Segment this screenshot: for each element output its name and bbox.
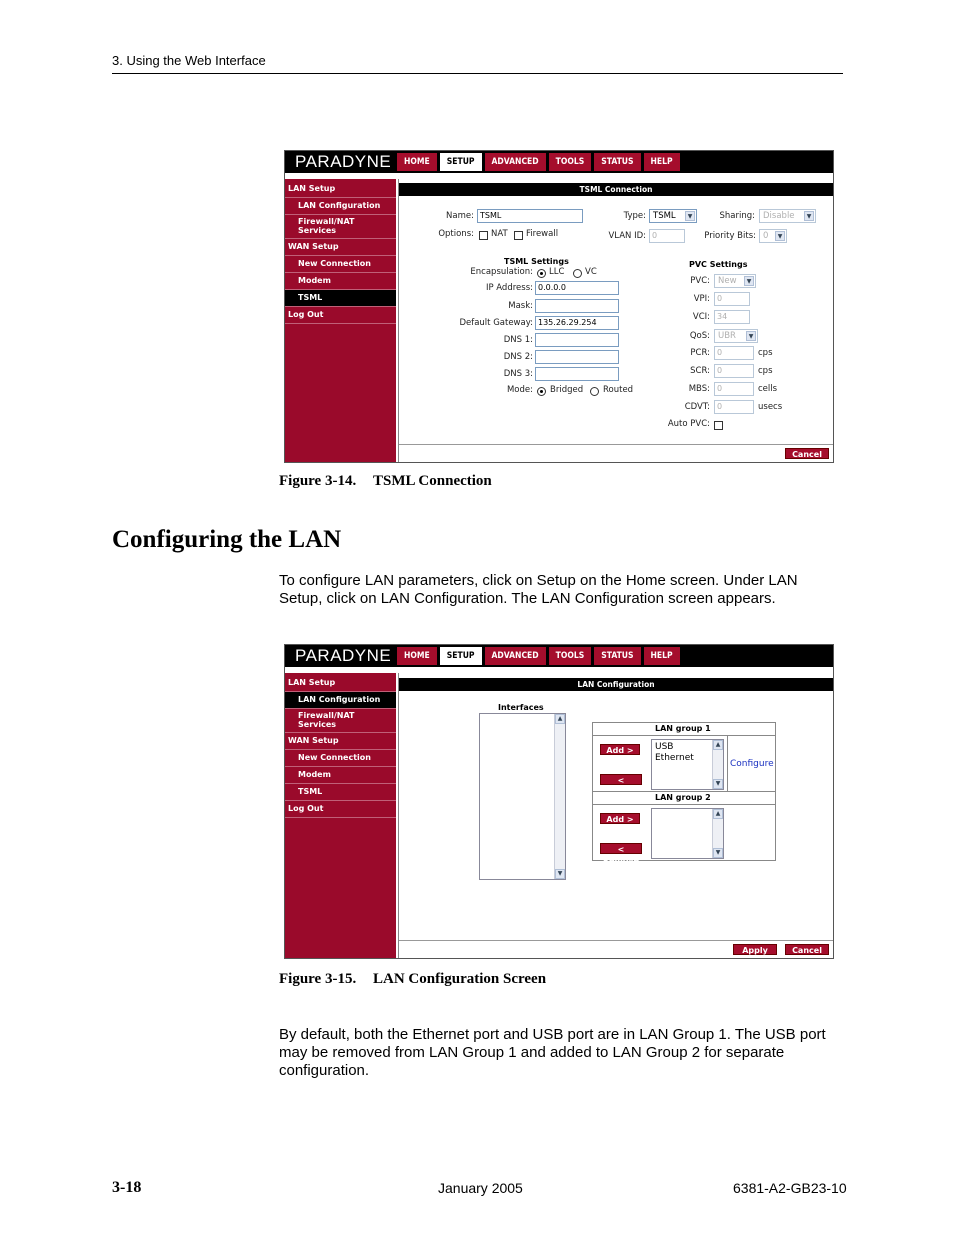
- divider: [593, 735, 775, 736]
- pcr-input[interactable]: 0: [714, 346, 754, 360]
- default-gateway-label: Default Gateway:: [459, 318, 533, 328]
- sharing-value: Disable: [763, 211, 795, 221]
- sidebar-new-connection[interactable]: New Connection: [285, 256, 396, 273]
- lan-configuration-screenshot: [284, 644, 834, 959]
- tsml-connection-screenshot: [284, 150, 834, 463]
- llc-radio[interactable]: [537, 269, 546, 278]
- ip-address-input[interactable]: 0.0.0.0: [535, 281, 619, 295]
- paragraph-2: By default, both the Ethernet port and USB port are in LAN Group 1. The USB port may be removed from LAN Group 1 and added to LAN Group 2 for separate configuration.: [279, 1026, 826, 1079]
- vc-label: VC: [585, 267, 597, 277]
- sidebar-wan-setup[interactable]: WAN Setup: [285, 239, 396, 256]
- pvc-value: New: [718, 276, 737, 286]
- dns1-input[interactable]: [535, 333, 619, 347]
- sidebar-log-out[interactable]: Log Out: [285, 801, 396, 818]
- main-nav: [397, 153, 683, 171]
- add-button[interactable]: Add >: [600, 813, 640, 824]
- pcr-unit: cps: [758, 348, 773, 358]
- scrollbar[interactable]: [712, 740, 723, 789]
- button-bar: [399, 940, 833, 958]
- top-bar: [285, 645, 833, 667]
- sidebar-firewall-label: Firewall/NAT: [298, 711, 355, 720]
- scr-label: SCR:: [690, 366, 710, 376]
- list-item[interactable]: USB: [655, 742, 674, 752]
- sidebar-lan-setup[interactable]: LAN Setup: [285, 675, 396, 692]
- nav-home[interactable]: HOME: [397, 153, 437, 171]
- sidebar-wan-setup[interactable]: WAN Setup: [285, 733, 396, 750]
- footer-doc-number: 6381-A2-GB23-10: [733, 1180, 847, 1196]
- scroll-down-icon[interactable]: ▼: [713, 779, 723, 789]
- cdvt-label: CDVT:: [684, 402, 710, 412]
- sidebar: [285, 179, 396, 462]
- scroll-up-icon[interactable]: ▲: [713, 740, 723, 750]
- pvc-settings-heading: PVC Settings: [689, 260, 748, 269]
- cancel-button[interactable]: Cancel: [785, 448, 829, 459]
- vci-label: VCI:: [692, 312, 710, 322]
- routed-radio[interactable]: [590, 387, 599, 396]
- apply-button[interactable]: Apply: [733, 944, 777, 955]
- llc-label: LLC: [549, 267, 565, 277]
- content-pane: [398, 673, 833, 958]
- sidebar-lan-configuration[interactable]: LAN Configuration: [285, 198, 396, 215]
- content-pane: [398, 179, 833, 462]
- nav-help[interactable]: HELP: [644, 153, 680, 171]
- scrollbar[interactable]: [712, 809, 723, 858]
- sidebar-tsml[interactable]: TSML: [285, 290, 396, 307]
- sidebar-firewall-nat[interactable]: [285, 215, 396, 239]
- paradyne-logo: PARADYNE: [295, 152, 392, 171]
- pvc-select[interactable]: [714, 274, 756, 288]
- section-title: Configuring the LAN: [112, 526, 342, 553]
- auto-pvc-checkbox[interactable]: [714, 421, 723, 430]
- nav-setup[interactable]: SETUP: [440, 647, 482, 665]
- nat-checkbox[interactable]: [479, 231, 488, 240]
- nav-tools[interactable]: TOOLS: [549, 647, 592, 665]
- dns2-label: DNS 2:: [503, 352, 533, 362]
- scroll-up-icon[interactable]: ▲: [555, 714, 565, 724]
- ip-address-label: IP Address:: [485, 283, 533, 293]
- default-gateway-input[interactable]: 135.26.29.254: [535, 316, 619, 330]
- mask-input[interactable]: [535, 299, 619, 313]
- chevron-down-icon: ▼: [804, 211, 814, 221]
- lan-group-1-listbox[interactable]: [651, 739, 724, 790]
- sidebar-firewall-nat[interactable]: [285, 709, 396, 733]
- nav-advanced[interactable]: ADVANCED: [485, 153, 546, 171]
- lan-group-2-listbox[interactable]: [651, 808, 724, 859]
- type-select[interactable]: [649, 209, 697, 223]
- nav-home[interactable]: HOME: [397, 647, 437, 665]
- button-bar: [399, 444, 833, 462]
- interfaces-listbox[interactable]: [479, 713, 566, 880]
- nat-label: NAT: [491, 229, 508, 239]
- type-value: TSML: [653, 211, 676, 221]
- lan-group-2-box: [592, 791, 776, 865]
- nav-status[interactable]: STATUS: [594, 153, 640, 171]
- vlan-id-input[interactable]: 0: [649, 229, 685, 243]
- add-button[interactable]: Add >: [600, 744, 640, 755]
- vc-radio[interactable]: [573, 269, 582, 278]
- figure-caption-1: [279, 473, 492, 490]
- nav-help[interactable]: HELP: [644, 647, 680, 665]
- sharing-label: Sharing:: [719, 211, 755, 221]
- paradyne-logo: PARADYNE: [295, 646, 392, 665]
- priority-bits-label: Priority Bits:: [704, 231, 756, 241]
- figure-caption-2: [279, 971, 546, 988]
- cdvt-unit: usecs: [758, 402, 783, 412]
- sidebar-modem[interactable]: Modem: [285, 767, 396, 784]
- divider: [727, 736, 728, 793]
- lan-group-1-title: LAN group 1: [655, 724, 711, 733]
- name-input[interactable]: TSML: [477, 209, 583, 223]
- lan-group-1-items: [655, 742, 694, 764]
- qos-select[interactable]: [714, 329, 758, 343]
- pcr-label: PCR:: [690, 348, 710, 358]
- vci-input[interactable]: 34: [714, 310, 750, 324]
- content-title: TSML Connection: [399, 183, 833, 196]
- sidebar-new-connection[interactable]: New Connection: [285, 750, 396, 767]
- chevron-down-icon: ▼: [685, 211, 695, 221]
- header-rule: [112, 73, 843, 74]
- dns1-label: DNS 1:: [503, 335, 533, 345]
- cdvt-input[interactable]: 0: [714, 400, 754, 414]
- sidebar-lan-setup[interactable]: LAN Setup: [285, 181, 396, 198]
- footer-date: January 2005: [438, 1180, 523, 1196]
- qos-value: UBR: [718, 331, 736, 341]
- page-number: 3-18: [112, 1179, 142, 1196]
- content-title: LAN Configuration: [399, 678, 833, 691]
- running-head: 3. Using the Web Interface: [112, 53, 266, 68]
- lan-group-2-title: LAN group 2: [655, 793, 711, 802]
- nav-status[interactable]: STATUS: [594, 647, 640, 665]
- sidebar-services-label: Services: [298, 720, 337, 729]
- type-label: Type:: [623, 211, 646, 221]
- sidebar-services-label: Services: [298, 226, 337, 235]
- mbs-unit: cells: [758, 384, 778, 394]
- auto-pvc-label: Auto PVC:: [667, 419, 710, 429]
- firewall-checkbox[interactable]: [514, 231, 523, 240]
- cancel-button[interactable]: Cancel: [785, 944, 829, 955]
- dns2-input[interactable]: [535, 350, 619, 364]
- chevron-down-icon: ▼: [775, 231, 785, 241]
- remove-button[interactable]: < Remove: [600, 843, 642, 854]
- top-bar: [285, 151, 833, 173]
- scroll-down-icon[interactable]: ▼: [555, 869, 565, 879]
- remove-button[interactable]: <: [600, 774, 642, 785]
- scroll-up-icon[interactable]: ▲: [713, 809, 723, 819]
- paragraph-1: To configure LAN parameters, click on Setup on the Home screen. Under LAN Setup, click on LAN Configuration. The LAN Configuration screen appears.: [279, 572, 798, 607]
- nav-tools[interactable]: TOOLS: [549, 153, 592, 171]
- mode-label: Mode:: [506, 385, 533, 395]
- dns3-label: DNS 3:: [503, 369, 533, 379]
- dns3-input[interactable]: [535, 367, 619, 381]
- sidebar-modem[interactable]: Modem: [285, 273, 396, 290]
- caption-text: LAN Configuration Screen: [373, 971, 547, 987]
- scrollbar[interactable]: [554, 714, 565, 879]
- options-label: Options:: [438, 229, 474, 239]
- routed-label: Routed: [603, 385, 634, 395]
- sidebar-firewall-label: Firewall/NAT: [298, 217, 355, 226]
- mask-label: Mask:: [508, 301, 533, 311]
- sidebar-lan-configuration[interactable]: LAN Configuration: [285, 692, 396, 709]
- bridged-label: Bridged: [550, 385, 584, 395]
- vlan-id-label: VLAN ID:: [608, 231, 646, 241]
- list-item[interactable]: Ethernet: [655, 753, 694, 763]
- sidebar: [285, 673, 396, 958]
- caption-text: TSML Connection: [373, 473, 492, 489]
- scroll-down-icon[interactable]: ▼: [713, 848, 723, 858]
- firewall-label: Firewall: [526, 229, 559, 239]
- encapsulation-label: Encapsulation:: [470, 267, 533, 277]
- main-nav: [397, 647, 683, 665]
- priority-bits-value: 0: [763, 231, 769, 241]
- chevron-down-icon: ▼: [746, 331, 756, 341]
- divider: [593, 804, 775, 805]
- mbs-label: MBS:: [688, 384, 710, 394]
- sidebar-log-out[interactable]: Log Out: [285, 307, 396, 324]
- qos-label: QoS:: [689, 331, 710, 341]
- caption-number: Figure 3-14.: [279, 473, 357, 489]
- caption-number: Figure 3-15.: [279, 971, 357, 987]
- mbs-input[interactable]: 0: [714, 382, 754, 396]
- name-label: Name:: [446, 211, 474, 221]
- interfaces-label: Interfaces: [498, 703, 544, 712]
- configure-link[interactable]: Configure: [730, 759, 774, 769]
- scr-unit: cps: [758, 366, 773, 376]
- nav-setup[interactable]: SETUP: [440, 153, 482, 171]
- vpi-label: VPI:: [693, 294, 710, 304]
- bridged-radio[interactable]: [537, 387, 546, 396]
- sharing-select[interactable]: [759, 209, 816, 223]
- scr-input[interactable]: 0: [714, 364, 754, 378]
- lan-group-1-box: [592, 722, 776, 792]
- priority-bits-select[interactable]: [759, 229, 787, 243]
- vpi-input[interactable]: 0: [714, 292, 750, 306]
- chevron-down-icon: ▼: [744, 276, 754, 286]
- sidebar-tsml[interactable]: TSML: [285, 784, 396, 801]
- pvc-label: PVC:: [690, 276, 710, 286]
- nav-advanced[interactable]: ADVANCED: [485, 647, 546, 665]
- tsml-settings-heading: TSML Settings: [504, 257, 569, 266]
